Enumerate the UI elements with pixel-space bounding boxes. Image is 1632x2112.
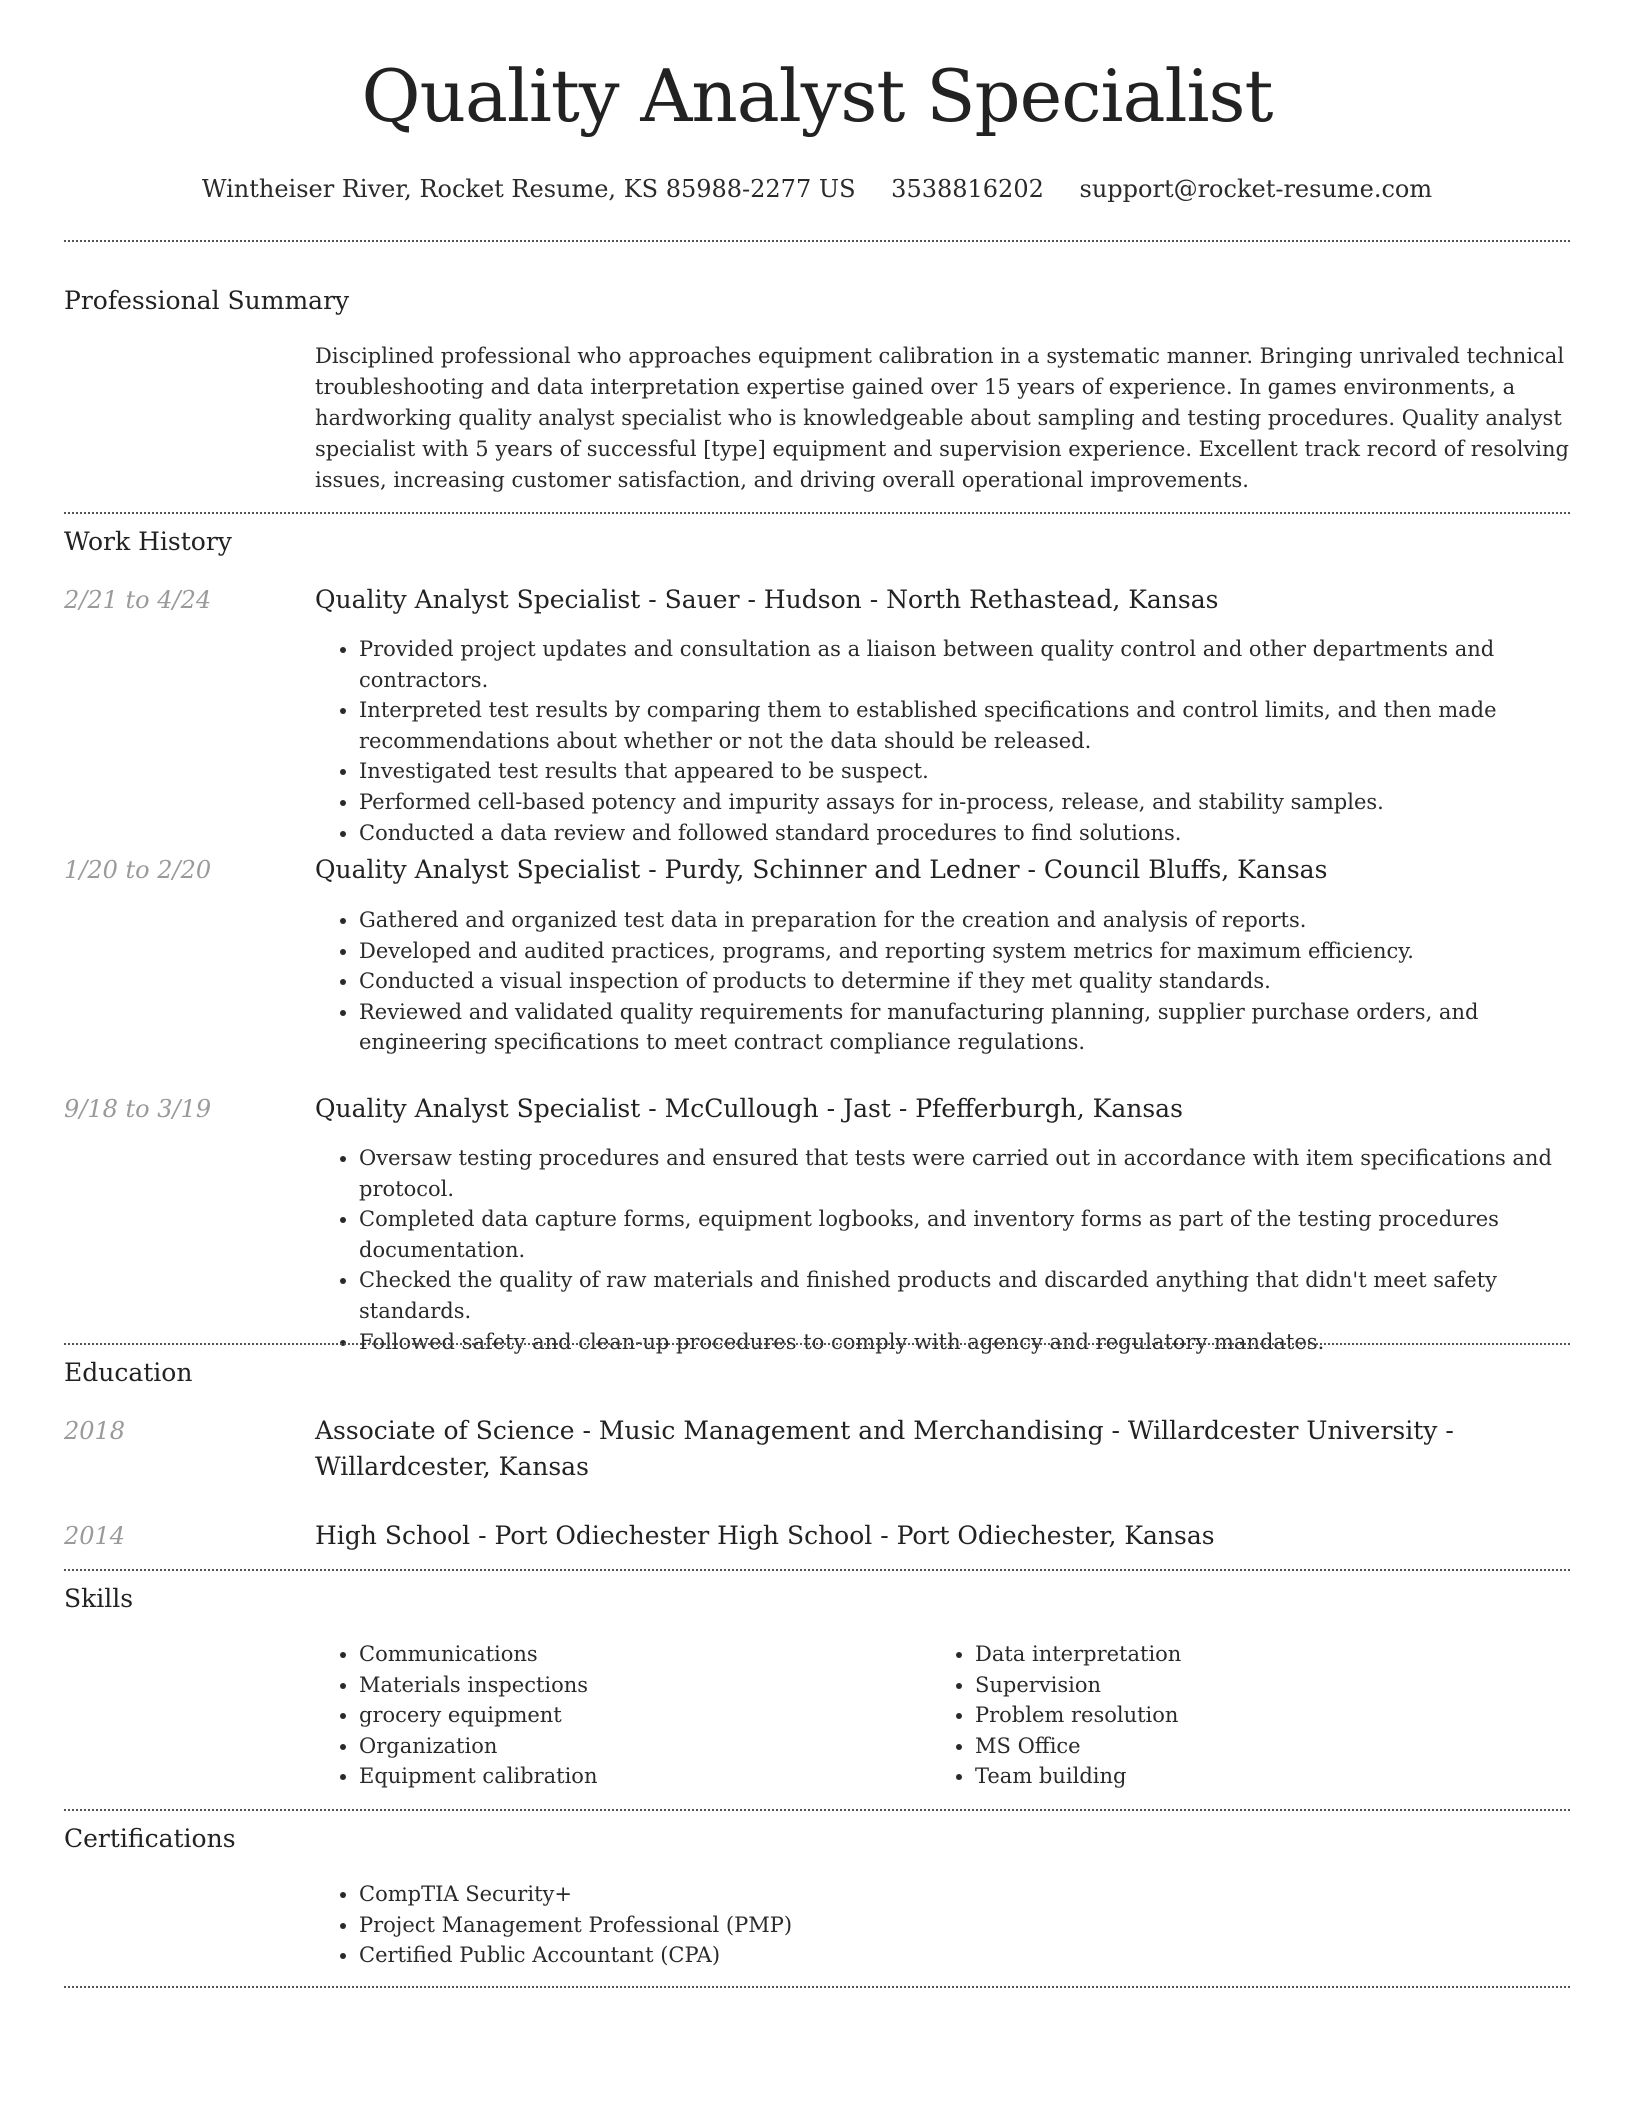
job-dates: 2/21 to 4/24 — [64, 586, 212, 614]
job-dates: 1/20 to 2/20 — [64, 856, 212, 884]
skill-item: • Team building — [975, 1761, 1531, 1792]
education-entry — [315, 1413, 1570, 1485]
job-title-line — [315, 582, 1570, 618]
section-divider — [64, 512, 1570, 514]
education-details: Music Management and Merchandising - Willardcester University - Willardcester, Kansas — [315, 1416, 1454, 1481]
job-separator: - — [640, 585, 665, 614]
job-separator: - — [640, 855, 665, 884]
list-item: • Developed and audited practices, programs, and reporting system metrics for maximum efficiency. — [359, 936, 1570, 967]
list-item: • Reviewed and validated quality requirements for manufacturing planning, supplier purchase orders, and engineering specifications to meet contract compliance regulations. — [359, 997, 1570, 1058]
skills-list-left — [315, 1639, 915, 1792]
section-divider — [64, 1809, 1570, 1811]
job-bullets — [315, 1143, 1570, 1357]
contact-line — [64, 168, 1570, 210]
skill-item: • Materials inspections — [359, 1670, 915, 1701]
skill-item: • Problem resolution — [975, 1700, 1531, 1731]
contact-phone: 3538816202 — [891, 175, 1044, 203]
job-bullets — [315, 905, 1570, 1058]
skill-item: • Communications — [359, 1639, 915, 1670]
section-divider — [64, 1569, 1570, 1571]
certifications-heading: Certifications — [64, 1824, 236, 1853]
education-details: Port Odiechester High School - Port Odiechester, Kansas — [494, 1521, 1215, 1550]
skill-item: • Supervision — [975, 1670, 1531, 1701]
education-year: 2018 — [64, 1417, 126, 1445]
section-divider — [64, 1343, 1570, 1345]
list-item: • Investigated test results that appeared to be suspect. — [359, 756, 1570, 787]
list-item: • Performed cell-based potency and impurity assays for in-process, release, and stability samples. — [359, 787, 1570, 818]
skills-list-right — [931, 1639, 1531, 1792]
job-company: Purdy, Schinner and Ledner - Council Bluffs, Kansas — [664, 855, 1328, 884]
skills-heading: Skills — [64, 1584, 134, 1613]
list-item: • Checked the quality of raw materials and finished products and discarded anything that didn't meet safety standards. — [359, 1265, 1570, 1326]
job-title: Quality Analyst Specialist — [315, 855, 641, 884]
education-degree: High School — [315, 1521, 471, 1550]
job-title-line — [315, 852, 1570, 888]
contact-email: support@rocket-resume.com — [1079, 175, 1433, 203]
job-bullets — [315, 634, 1570, 848]
education-entry — [315, 1518, 1570, 1554]
job-company: McCullough - Jast - Pfefferburgh, Kansas — [664, 1094, 1183, 1123]
education-year: 2014 — [64, 1522, 126, 1550]
list-item: • Provided project updates and consultation as a liaison between quality control and other departments and contractors. — [359, 634, 1570, 695]
skill-item: • grocery equipment — [359, 1700, 915, 1731]
list-item: • Followed safety and clean-up procedures to comply with agency and regulatory mandates. — [359, 1327, 1570, 1358]
section-divider — [64, 1986, 1570, 1988]
certifications-list — [315, 1879, 1570, 1971]
job-separator: - — [640, 1094, 665, 1123]
certification-item: • CompTIA Security+ — [359, 1879, 1570, 1910]
job-dates: 9/18 to 3/19 — [64, 1095, 212, 1123]
job-title-line — [315, 1091, 1570, 1127]
list-item: • Oversaw testing procedures and ensured that tests were carried out in accordance with item specifications and protocol. — [359, 1143, 1570, 1204]
skill-item: • Equipment calibration — [359, 1761, 915, 1792]
education-separator: - — [574, 1416, 599, 1445]
list-item: • Interpreted test results by comparing them to established specifications and control limits, and then made recommendations about whether or not the data should be released. — [359, 695, 1570, 756]
section-divider — [64, 240, 1570, 242]
list-item: • Conducted a data review and followed standard procedures to find solutions. — [359, 818, 1570, 849]
job-title: Quality Analyst Specialist — [315, 1094, 641, 1123]
list-item: • Gathered and organized test data in preparation for the creation and analysis of reports. — [359, 905, 1570, 936]
work-history-heading: Work History — [64, 527, 232, 556]
skill-item: • MS Office — [975, 1731, 1531, 1762]
list-item: • Completed data capture forms, equipment logbooks, and inventory forms as part of the testing procedures documentation. — [359, 1204, 1570, 1265]
summary-text: Disciplined professional who approaches equipment calibration in a systematic manner. Bringing unrivaled technical troubleshooting and data interpretation expertise gained over 15 years of experience. In games environments, a hardworking quality analyst specialist who is knowledgeable about sampling and testing procedures. Quality analyst specialist with 5 years of successful [type] equipment and supervision experience. Excellent track record of resolving issues, increasing customer satisfaction, and driving overall operational improvements. — [315, 344, 1569, 492]
skill-item: • Organization — [359, 1731, 915, 1762]
summary-heading: Professional Summary — [64, 286, 350, 315]
certification-item: • Certified Public Accountant (CPA) — [359, 1940, 1570, 1971]
education-degree: Associate of Science — [315, 1416, 575, 1445]
certification-item: • Project Management Professional (PMP) — [359, 1910, 1570, 1941]
contact-address: Wintheiser River, Rocket Resume, KS 85988-2277 US — [201, 175, 856, 203]
job-company: Sauer - Hudson - North Rethastead, Kansas — [664, 585, 1219, 614]
education-heading: Education — [64, 1358, 193, 1387]
resume-title: Quality Analyst Specialist — [361, 54, 1273, 138]
skill-item: • Data interpretation — [975, 1639, 1531, 1670]
education-separator: - — [470, 1521, 495, 1550]
job-title: Quality Analyst Specialist — [315, 585, 641, 614]
list-item: • Conducted a visual inspection of products to determine if they met quality standards. — [359, 966, 1570, 997]
